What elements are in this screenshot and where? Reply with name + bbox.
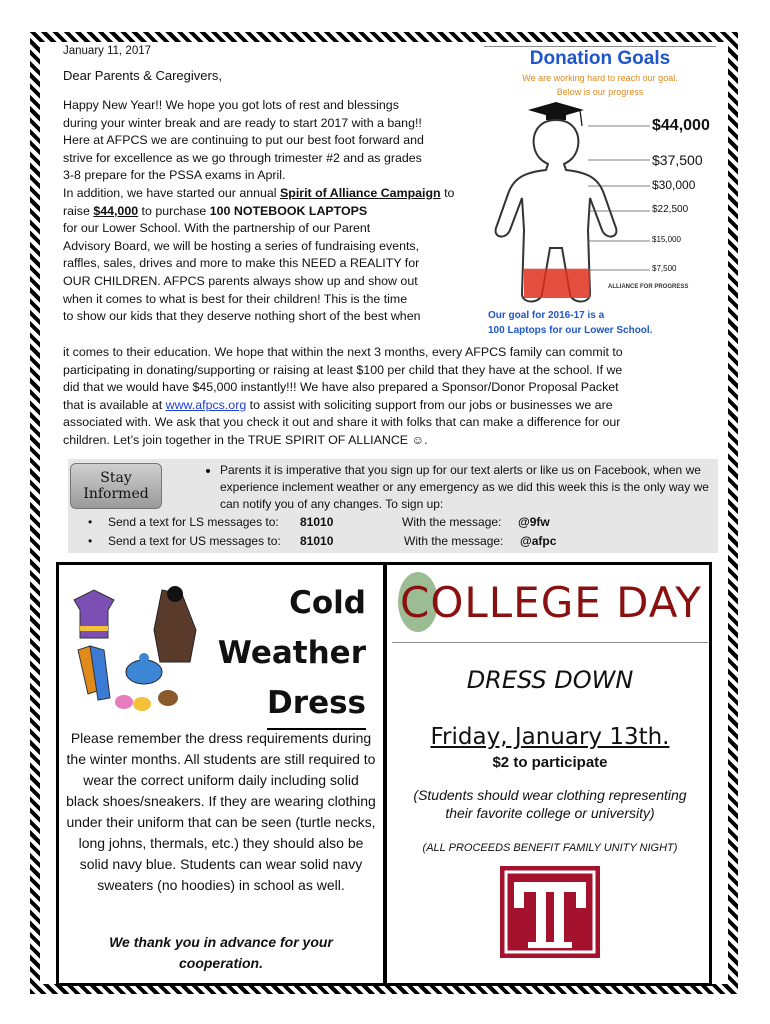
- campaign-paragraph: In addition, we have started our annual Spirit of Alliance Campaign to raise $44,000 to purchase 100 NOTEBOOK LAPTOPS: [63, 185, 455, 218]
- goal-level-7500: $7,500: [652, 264, 677, 273]
- org-logo-text: ALLIANCE FOR PROGRESS: [608, 284, 689, 290]
- letter-line: for our Lower School. With the partnership of our Parent: [63, 221, 371, 236]
- hat-icon: [126, 653, 162, 684]
- letter-body-top: [63, 97, 483, 326]
- letter-line: to show our kids that they deserve nothing short of the best when: [63, 309, 421, 324]
- college-day-date: Friday, January 13th.: [430, 724, 670, 750]
- campaign-name: Spirit of Alliance Campaign: [279, 185, 441, 200]
- sweater-icon: [74, 590, 114, 638]
- scarf-icon: [78, 646, 110, 700]
- coat-icon: [154, 586, 196, 662]
- proceeds-note: (ALL PROCEEDS BENEFIT FAMILY UNITY NIGHT): [422, 842, 678, 854]
- letter-line: Happy New Year!! We hope you got lots of rest and blessings: [63, 98, 399, 112]
- cold-weather-title: Cold Weather Dress: [200, 578, 366, 730]
- signup-row: • Send a text for US messages to: 81010 With the message: @afpc: [88, 534, 557, 548]
- campaign-item: 100 NOTEBOOK LAPTOPS: [209, 203, 368, 218]
- goal-level-15000: $15,000: [652, 235, 681, 244]
- goals-footnote-2: 100 Laptops for our Lower School.: [488, 325, 653, 336]
- letter-body-bottom: [63, 344, 713, 450]
- college-clothing-note: (Students should wear clothing representing their favorite college or university): [413, 787, 687, 821]
- dress-down-heading: DRESS DOWN: [466, 666, 634, 694]
- letter-line: Here at AFPCS we are continuing to put our best foot forward and: [63, 133, 424, 148]
- letter-line: during your winter break and are ready to start 2017 with a bang!!: [63, 115, 422, 130]
- goals-subtitle-1: We are working hard to reach our goal.: [522, 73, 678, 83]
- letter-line: it comes to their education. We hope that within the next 3 months, every AFPCS family can commit to: [63, 345, 623, 359]
- goals-subtitle-2: Below is our progress: [556, 87, 644, 97]
- letter-line: children. Let’s join together in the TRUE SPIRIT OF ALLIANCE ☺.: [63, 432, 428, 447]
- letter-line: raffles, sales, drives and more to make this NEED a REALITY for: [63, 256, 420, 271]
- signup-row: • Send a text for LS messages to: 81010 With the message: @9fw: [88, 515, 550, 529]
- goal-level-44000: $44,000: [652, 117, 710, 134]
- letter-line: when it comes to what is best for their children! This is the time: [63, 291, 408, 306]
- temple-t-logo: [500, 866, 600, 958]
- letter-date: January 11, 2017: [63, 45, 152, 57]
- thank-you-note: We thank you in advance for your cooperation.: [109, 934, 333, 971]
- goals-divider: [484, 46, 716, 47]
- mittens-icon: [115, 690, 178, 711]
- stay-informed-text: • Parents it is imperative that you sign up for our text alerts or like us on Facebook, when we experience inclement weather or any emergency as we did this week this is the only way we can notify you of any changes. To sign up:: [204, 462, 714, 513]
- letter-line: strive for excellence as we go through trimester #2 and as grades: [63, 150, 422, 165]
- goal-level-37500: $37,500: [652, 152, 703, 168]
- goals-title: Donation Goals: [529, 48, 671, 69]
- stay-informed-badge: Stay Informed: [70, 463, 162, 509]
- letter-line: Advisory Board, we will be hosting a series of fundraising events,: [63, 238, 420, 253]
- participation-price: $2 to participate: [492, 754, 608, 771]
- letter-line: that is available at www.afpcs.org to assist with soliciting support from our jobs or businesses we are: [63, 397, 613, 412]
- goals-footnote-1: Our goal for 2016-17 is a: [488, 310, 605, 321]
- dress-requirements-text: Please remember the dress requirements during the winter months. All students are still required to wear the correct uniform daily including solid black shoes/sneakers. If they are wearing clothing under their uniform that can be seen (turtle necks, long johns, thermals, etc.) they should also be solid navy blue. Students can wear solid navy sweaters (no hoodies) in school as well.: [66, 730, 376, 893]
- letter-greeting: Dear Parents & Caregivers,: [63, 68, 222, 83]
- progress-fill: [524, 269, 590, 298]
- letter-line: OUR CHILDREN. AFPCS parents always show up and show out: [63, 273, 418, 288]
- goal-level-30000: $30,000: [652, 178, 696, 192]
- campaign-amount: $44,000: [93, 203, 139, 218]
- goal-level-22500: $22,500: [652, 204, 689, 215]
- letter-line: did that we would have $45,000 instantly!!! We have also prepared a Sponsor/Donor Proposal Packet: [63, 380, 619, 395]
- website-link[interactable]: www.afpcs.org: [165, 397, 247, 412]
- letter-line: 3-8 prepare for the PSSA exams in April.: [63, 168, 286, 183]
- letter-line: participating in donating/supporting or raising at least $100 per child that they have at the school. If we: [63, 362, 623, 377]
- winter-clothes-clipart: [64, 580, 214, 720]
- college-day-banner: COLLEGE DAY: [392, 568, 708, 643]
- text-signup-list: [88, 513, 688, 551]
- letter-line: associated with. We ask that you check it out and share it with folks that can make a difference for our: [63, 415, 621, 430]
